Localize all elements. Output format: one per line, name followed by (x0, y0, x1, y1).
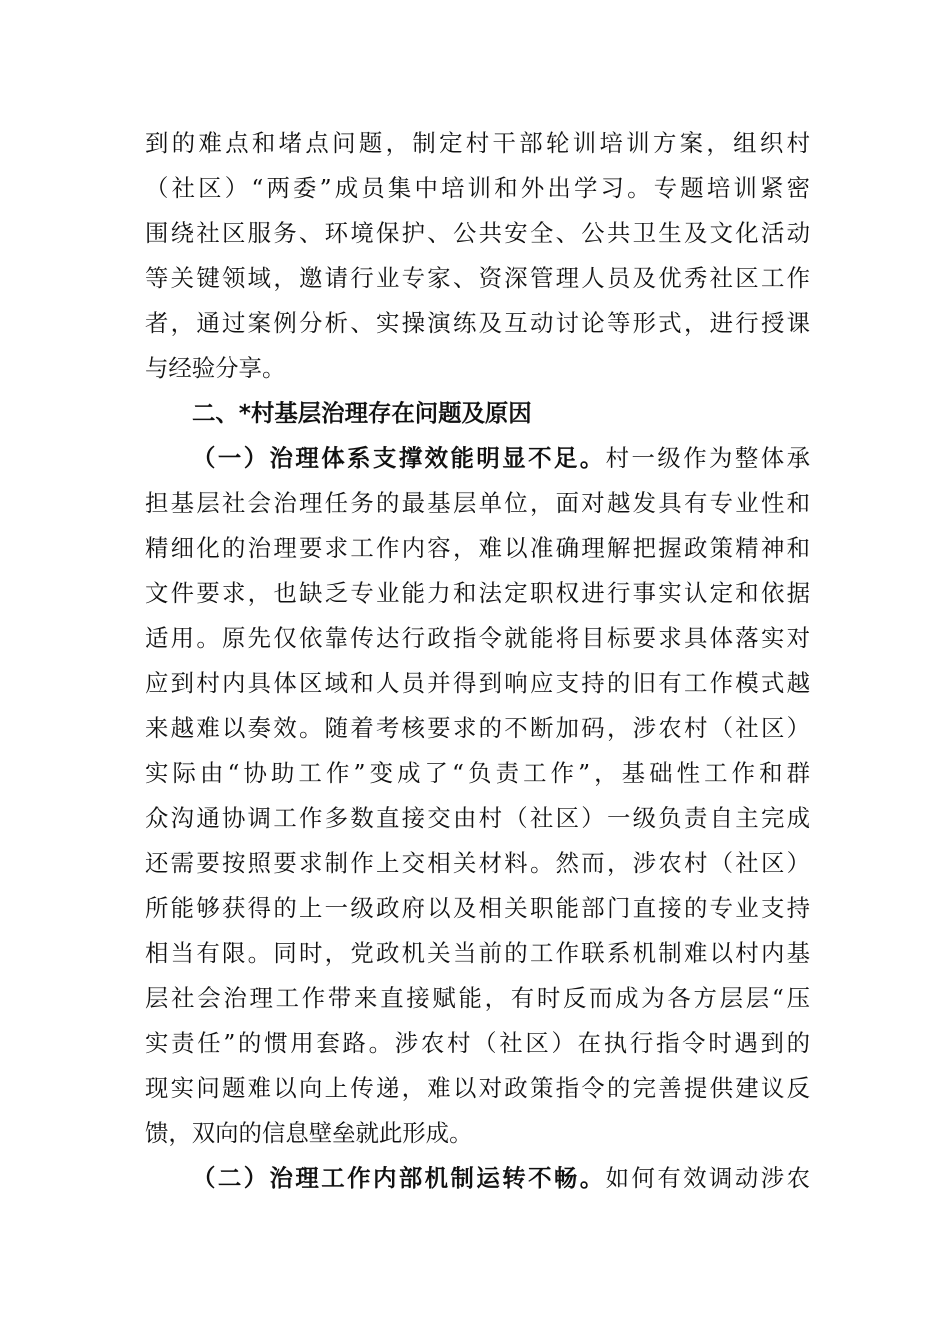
subsection-text: 如何有效调动涉农 (605, 1164, 810, 1192)
paragraph-line: 实际由“协助工作”变成了“负责工作”，基础性工作和群 (145, 759, 810, 787)
paragraph-line: 到的难点和堵点问题，制定村干部轮训培训方案，组织村 (145, 129, 810, 157)
paragraph-line: 众沟通协调工作多数直接交由村（社区）一级负责自主完成 (145, 804, 810, 832)
section-heading: 二、*村基层治理存在问题及原因 (192, 399, 532, 427)
paragraph-line: 现实问题难以向上传递，难以对政策指令的完善提供建议反 (145, 1074, 810, 1102)
subsection-first-line (192, 1156, 810, 1200)
paragraph-line: 围绕社区服务、环境保护、公共安全、公共卫生及文化活动 (145, 219, 810, 247)
paragraph-line: 等关键领域，邀请行业专家、资深管理人员及优秀社区工作 (145, 264, 810, 292)
subsection-first-line (192, 436, 810, 480)
paragraph-line: 层社会治理工作带来直接赋能，有时反而成为各方层层“压 (145, 984, 810, 1012)
subsection-text: 村一级作为整体承 (605, 444, 810, 472)
paragraph-line: 相当有限。同时，党政机关当前的工作联系机制难以村内基 (145, 939, 810, 967)
paragraph-line: 来越难以奏效。随着考核要求的不断加码，涉农村（社区） (145, 714, 810, 742)
paragraph-line: 应到村内具体区域和人员并得到响应支持的旧有工作模式越 (145, 669, 810, 697)
subsection-title: （二）治理工作内部机制运转不畅。 (192, 1164, 606, 1192)
paragraph-line: 精细化的治理要求工作内容，难以准确理解把握政策精神和 (145, 534, 810, 562)
paragraph-line: 适用。原先仅依靠传达行政指令就能将目标要求具体落实对 (145, 624, 810, 652)
paragraph-line: 担基层社会治理任务的最基层单位，面对越发具有专业性和 (145, 489, 810, 517)
subsection-title: （一）治理体系支撑效能明显不足。 (192, 444, 606, 472)
paragraph-line: 馈，双向的信息壁垒就此形成。 (145, 1119, 473, 1147)
paragraph-line: 与经验分享。 (145, 354, 286, 382)
paragraph-line: 文件要求，也缺乏专业能力和法定职权进行事实认定和依据 (145, 579, 810, 607)
paragraph-line: 者，通过案例分析、实操演练及互动讨论等形式，进行授课 (145, 309, 810, 337)
paragraph-line: （社区）“两委”成员集中培训和外出学习。专题培训紧密 (145, 174, 810, 202)
paragraph-line: 所能够获得的上一级政府以及相关职能部门直接的专业支持 (145, 894, 810, 922)
paragraph-line: 还需要按照要求制作上交相关材料。然而，涉农村（社区） (145, 849, 810, 877)
paragraph-line: 实责任”的惯用套路。涉农村（社区）在执行指令时遇到的 (145, 1029, 810, 1057)
